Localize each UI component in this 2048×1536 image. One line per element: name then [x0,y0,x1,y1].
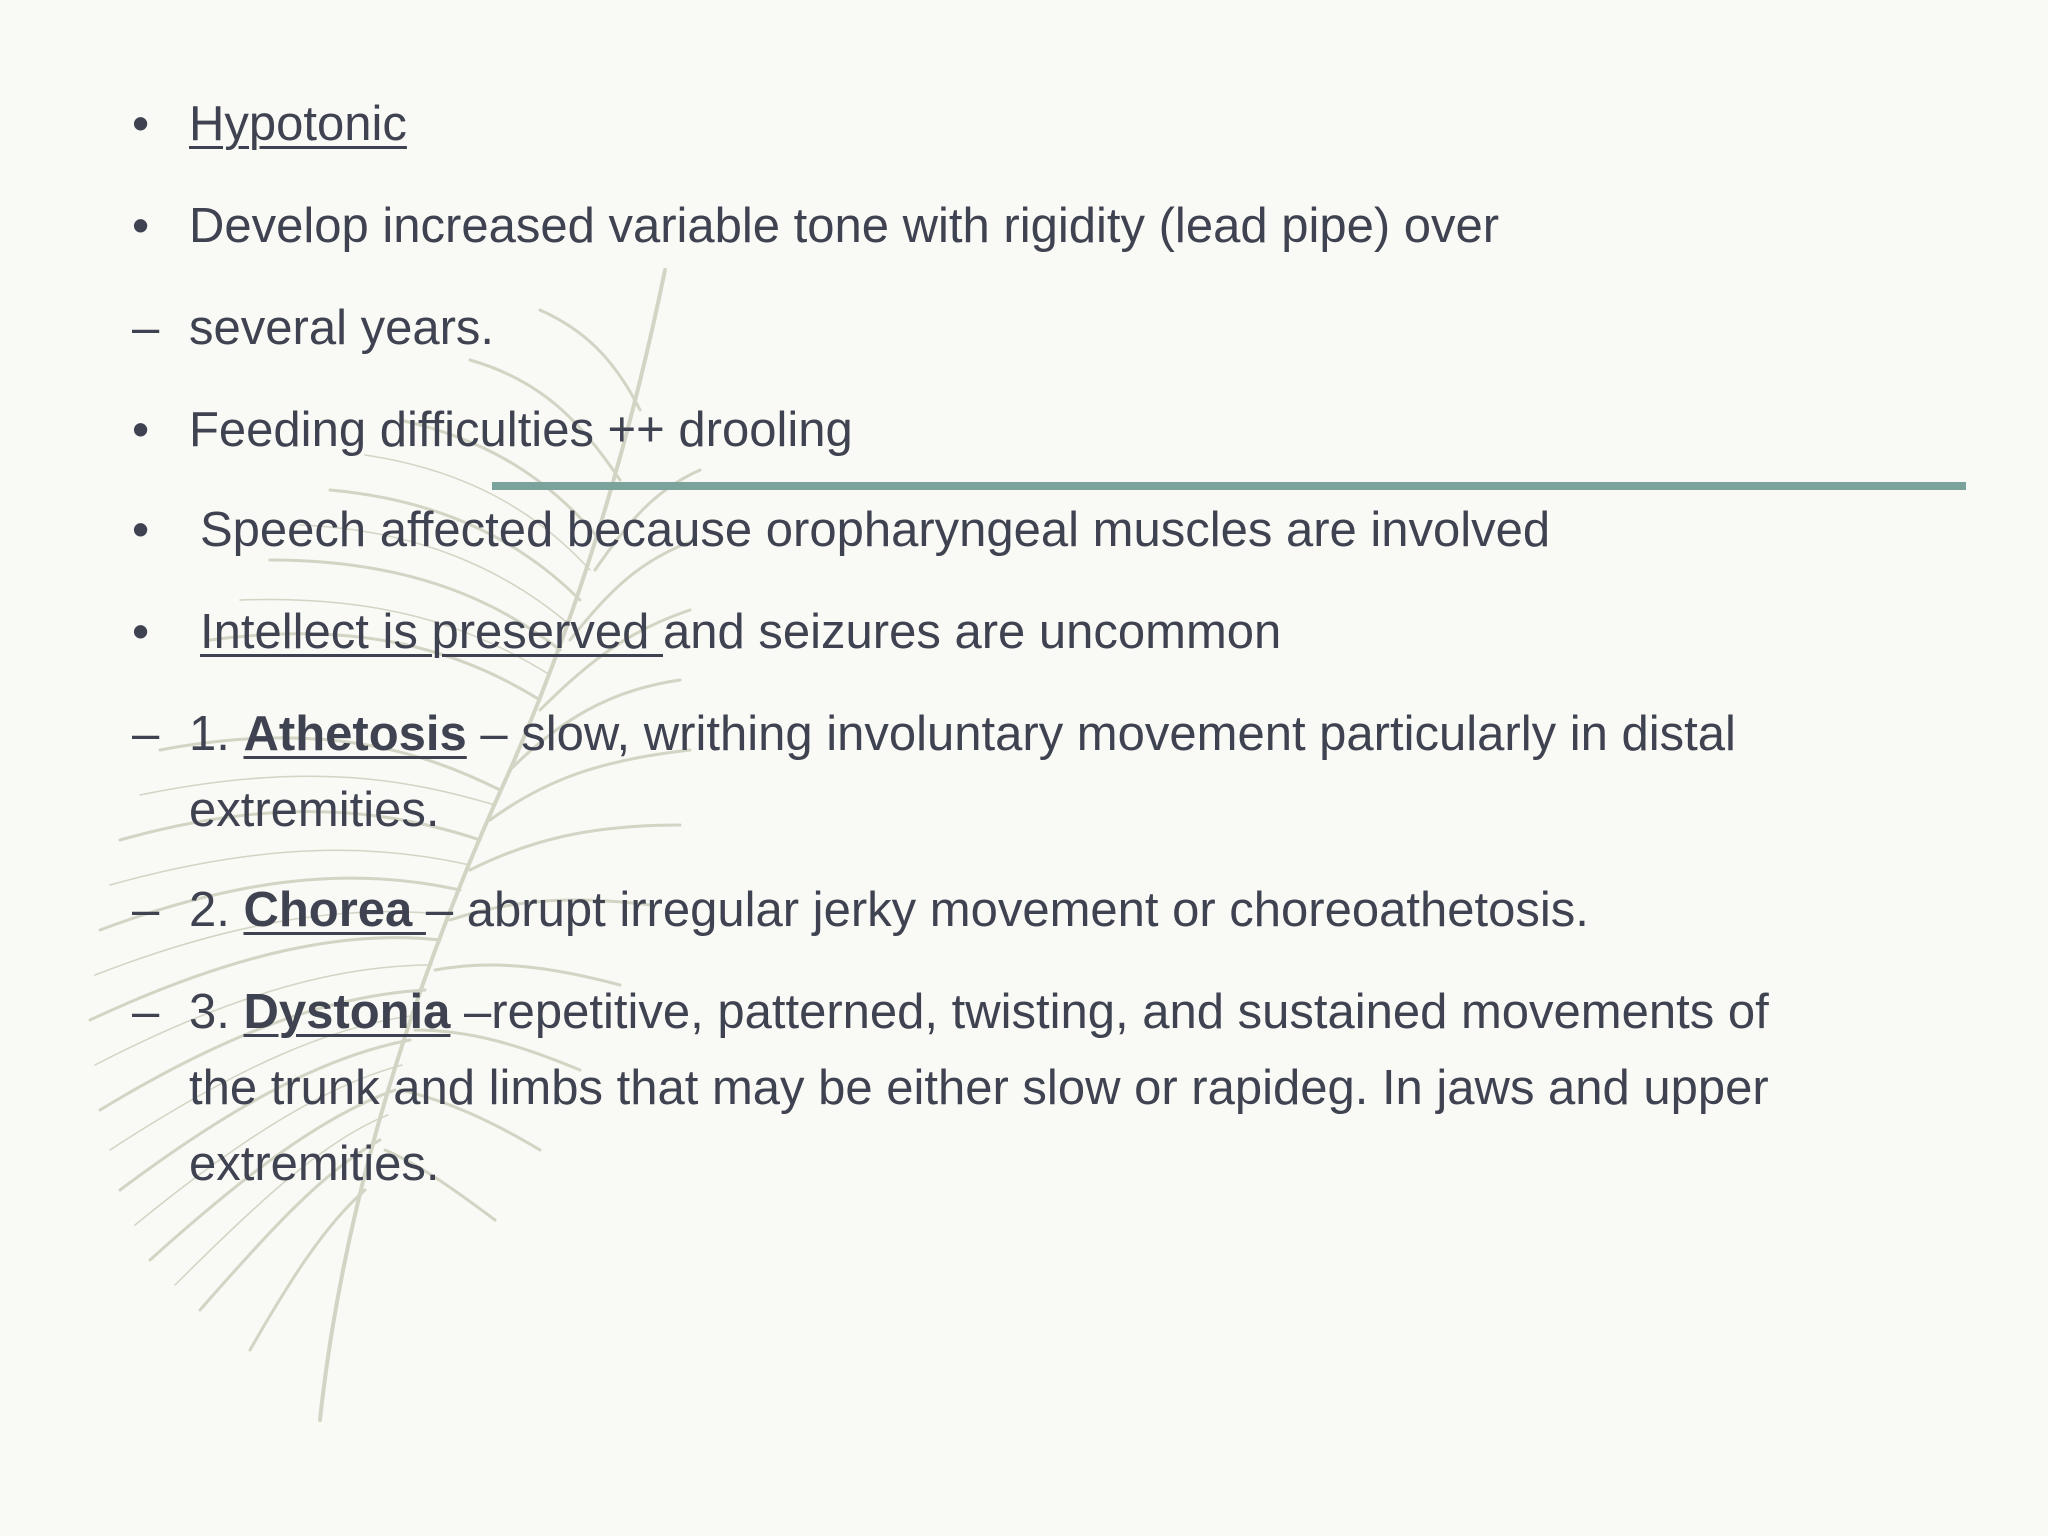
item-description-continued: the trunk and limbs that may be either slow or rapideg. In jaws and upper [189,1061,1769,1115]
item-text [200,594,1900,670]
item-text-rest: and seizures are uncommon [663,605,1282,659]
item-text: Speech affected because oropharyngeal muscles are involved [200,503,1551,557]
item-description-continued: extremities. [189,1137,440,1191]
item-text [189,696,1889,772]
item-number: 3. [189,985,244,1039]
dash-marker: – [132,301,160,355]
item-number: 2. [189,883,244,937]
bullet-marker: • [132,97,150,151]
item-description-continued: extremities. [189,783,440,837]
item-description: – slow, writhing involuntary movement particularly in distal [466,707,1736,761]
item-description: –repetitive, patterned, twisting, and sustained movements of [450,985,1769,1039]
item-text: Feeding difficulties ++ drooling [189,403,853,457]
underlined-text: Intellect is preserved [200,605,663,659]
bullet-marker: • [132,403,150,457]
item-text: several years. [189,301,495,355]
item-number: 1. [189,707,244,761]
item-text [189,974,1889,1050]
bullet-marker: • [132,503,150,557]
item-description: – abrupt irregular jerky movement or choreoathetosis. [425,883,1589,937]
underlined-text: Hypotonic [189,97,407,151]
item-text [189,86,1889,162]
item-text: Develop increased variable tone with rigidity (lead pipe) over [189,199,1500,253]
term-chorea: Chorea [243,883,426,937]
bullet-marker: • [132,605,150,659]
item-text [189,872,1889,948]
bullet-marker: • [132,199,150,253]
dash-marker: – [132,707,160,761]
term-dystonia: Dystonia [243,985,451,1039]
term-athetosis: Athetosis [243,707,467,761]
accent-rule [492,482,1966,490]
dash-marker: – [132,883,160,937]
dash-marker: – [132,985,160,1039]
